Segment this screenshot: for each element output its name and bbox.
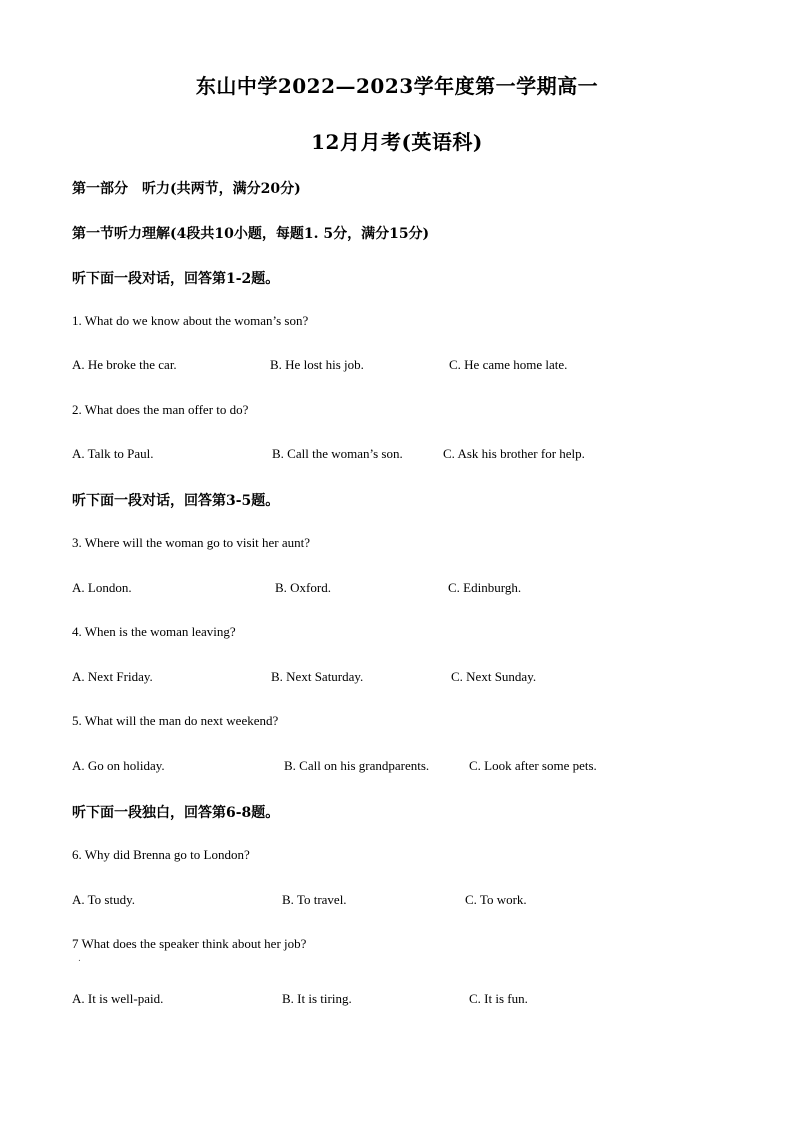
option-c: C. Next Sunday. [451,669,537,684]
option-c: C. Edinburgh. [448,580,522,595]
option-a: A. Go on holiday. [72,758,165,773]
option-a: A. To study. [72,892,136,907]
question-stem: 7 What does the speaker think about her job? [72,936,307,951]
question-stem: 3. Where will the woman go to visit her aunt? [72,535,311,550]
instruction-3: 听下面一段独白，回答第6-8题。 [72,805,280,821]
instruction-1: 听下面一段对话，回答第1-2题。 [72,271,280,287]
option-a: A. He broke the car. [72,357,177,372]
page-title-line2: 12月月考(英语科) [311,130,483,154]
option-b: B. Oxford. [275,580,331,595]
stray-dot: . [78,954,81,964]
option-b: B. He lost his job. [270,357,364,372]
option-a: A. It is well-paid. [72,991,164,1006]
option-a: A. Talk to Paul. [72,446,154,461]
question-stem: 1. What do we know about the woman’s son? [72,313,309,328]
option-b: B. Call the woman’s son. [272,446,403,461]
part-heading: 第一部分 听力(共两节，满分20分) [72,181,301,197]
option-c: C. Ask his brother for help. [443,446,585,461]
option-c: C. Look after some pets. [469,758,597,773]
option-a: A. London. [72,580,132,595]
option-c: C. He came home late. [449,357,568,372]
page-title-line1: 东山中学2022—2023学年度第一学期高一 [195,74,599,98]
instruction-2: 听下面一段对话，回答第3-5题。 [72,493,280,509]
section-heading: 第一节听力理解(4段共10小题，每题1. 5分，满分15分) [72,226,430,242]
option-b: B. To travel. [282,892,347,907]
option-b: B. Next Saturday. [271,669,364,684]
option-a: A. Next Friday. [72,669,153,684]
option-c: C. It is fun. [469,991,528,1006]
question-stem: 2. What does the man offer to do? [72,402,249,417]
option-b: B. Call on his grandparents. [284,758,430,773]
option-c: C. To work. [465,892,527,907]
option-b: B. It is tiring. [282,991,352,1006]
question-stem: 4. When is the woman leaving? [72,624,236,639]
question-stem: 6. Why did Brenna go to London? [72,847,250,862]
question-stem: 5. What will the man do next weekend? [72,713,279,728]
